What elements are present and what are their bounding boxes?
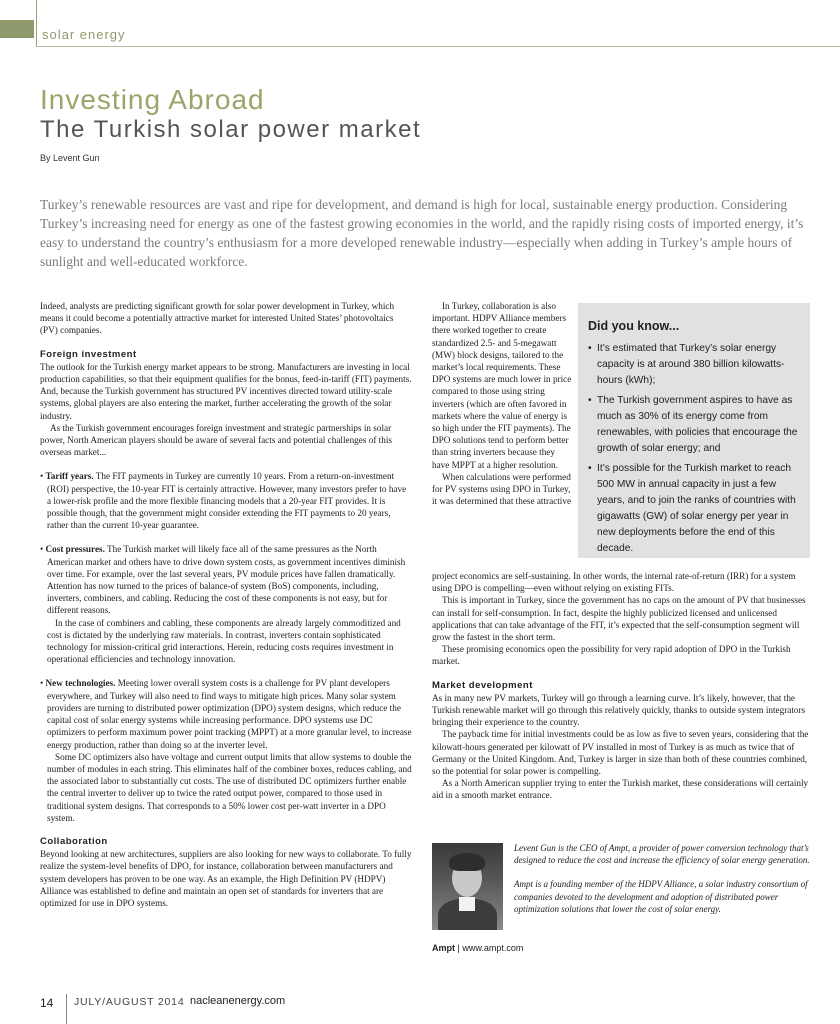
bullet-lead: Tariff years. <box>45 471 94 482</box>
company-name: Ampt <box>432 943 455 953</box>
section-color-tab <box>0 20 34 38</box>
right-column-wide <box>432 570 810 802</box>
bullet-lead: New technologies. <box>45 678 116 689</box>
company-url[interactable]: www.ampt.com <box>462 943 524 953</box>
header-horizontal-rule <box>36 46 840 47</box>
company-credit <box>432 943 523 953</box>
bullet-dot: • <box>588 463 592 474</box>
paragraph: This is important in Turkey, since the government has no caps on the amount of PV that businesses can install for self-consumption. In fact, despite the highly publicized licensed and unlicensed applications that can take advantage of the FIT, it’s expected that the self-consumption segment will grow the fastest in the short term. <box>432 595 806 643</box>
intro-paragraph: Turkey’s renewable resources are vast and ripe for development, and demand is high for local, sustainable energy production. Considering Turkey’s increasing need for energy as one of the fastest growing economies in the world, and the rapidly rising costs of imported energy, it’s easy to understand the country’s enthusiasm for a more developed renewable industry—especially when adding in Turkey’s ample hours of sunlight and well-educated workforce. <box>40 197 804 269</box>
paragraph: Indeed, analysts are predicting significant growth for solar power development in Turkey, which means it could become a potentially attractive market for interested United States’ photovoltaics (PV) companies. <box>40 301 395 336</box>
sidebar-item <box>588 393 802 457</box>
sidebar-list <box>588 341 802 561</box>
section-label: solar energy <box>42 27 126 42</box>
did-you-know-sidebar <box>578 303 810 558</box>
sidebar-title: Did you know... <box>588 319 680 333</box>
bullet-new-technologies <box>40 677 412 750</box>
paragraph: When calculations were performed for PV systems using DPO in Turkey, it was determined that these attractive <box>432 471 572 507</box>
bio-paragraph: Levent Gun is the CEO of Ampt, a provider of power conversion technology that’s designed to reduce the cost and increase the efficiency of solar energy generation. <box>514 843 810 866</box>
paragraph: Beyond looking at new architectures, suppliers are also looking for new ways to collaborate. To fully realize the system-level benefits of DPO, for instance, collaboration between manufacturers and system developers has proven to be one way. As an example, the High Definition PV (HDPV) Alliance was established to define and maintain an open set of standards for inverters that are optimized for use in DPO systems. <box>40 849 412 908</box>
paragraph: These promising economics open the possibility for very rapid adoption of DPO in the Turkish market. <box>432 644 791 667</box>
sidebar-item-text: It’s estimated that Turkey’s solar energy capacity is at around 380 billion kilowatts-hours (kWh); <box>597 343 785 386</box>
bullet-text: The Turkish market will likely face all of the same pressures as the North American market and others have to drive down system costs, as government incentives diminish over time. For example, over the last several years, PV module prices have fallen dramatically. Attention has now turned to the prices of balance-of system (BoS) components, including, inverters, combiners, and cabling. Reducing the cost of these components is not easy, but for different reasons. <box>47 544 406 616</box>
page-number: 14 <box>40 996 54 1010</box>
bullet-dot: • <box>40 678 44 689</box>
bullet-lead: Cost pressures. <box>45 544 105 555</box>
heading-collaboration: Collaboration <box>40 835 108 847</box>
paragraph: project economics are self-sustaining. In other words, the internal rate-of-return (IRR) for a system using DPO is compelling—even without relying on existing FITs. <box>432 571 796 594</box>
bullet-text: Meeting lower overall system costs is a challenge for PV plant developers everywhere, and Turkey will also need to find ways to mitigate high prices. Many solar system providers are turning to distributed power optimization (DPO) system designs, which reduce the capital cost of solar energy systems while increasing performance. DPO systems use DC optimizers to perform maximum power point tracking (MPPT) at a more granular level, to increase energy production, rather than doing so at the inverter level. <box>47 678 412 750</box>
byline: By Levent Gun <box>40 153 100 163</box>
article-subtitle: The Turkish solar power market <box>40 116 422 143</box>
bullet-dot: • <box>588 395 592 406</box>
author-photo <box>432 843 503 930</box>
paragraph: As the Turkish government encourages foreign investment and strategic partnerships in solar power, North American players should be aware of several facts and potential challenges of this overseas market... <box>40 422 392 458</box>
heading-market-development: Market development <box>432 679 533 691</box>
bullet-dot: • <box>40 471 44 482</box>
footer-divider <box>66 994 67 1024</box>
footer-site-link[interactable]: nacleanenergy.com <box>190 995 286 1007</box>
paragraph: As a North American supplier trying to enter the Turkish market, these considerations will certainly aid in a smooth market entrance. <box>432 778 809 801</box>
sidebar-item-text: It’s possible for the Turkish market to reach 500 MW in annual capacity in just a few years, and to join the ranks of countries with gigawatts (GW) of solar energy per year in new deployments before the end of this decade. <box>597 463 796 554</box>
sidebar-item-text: The Turkish government aspires to have as much as 30% of its energy come from renewables, with policies that encourage the growth of solar energy; and <box>597 395 798 454</box>
header-vertical-rule <box>36 0 37 46</box>
heading-foreign-investment: Foreign investment <box>40 348 137 360</box>
paragraph: In the case of combiners and cabling, these components are already largely commoditized and cost is dictated by the underlying raw materials. In contrast, inverters contain sophisticated technology for mission-critical grid interactions. Herein, reducing costs requires investment in operational efficiencies and technology innovation. <box>47 617 401 665</box>
left-column <box>40 300 412 909</box>
bullet-dot: • <box>588 343 592 354</box>
separator: | <box>457 943 460 953</box>
issue-date: JULY/AUGUST 2014 <box>74 996 185 1008</box>
article-title: Investing Abroad <box>40 84 265 115</box>
paragraph: The outlook for the Turkish energy market appears to be strong. Manufacturers are investing in local production capabilities, so that their equipment qualifies for the bonus, feed-in-tariff (FIT) payments. And, because the Turkish government has structured PV incentives directed toward utility-scale systems, global players are also entering the market, further accelerating the growth of the solar industry. <box>40 361 412 421</box>
photo-collar-shape <box>459 897 475 911</box>
bullet-tariff-years <box>40 470 412 531</box>
photo-hair-shape <box>449 853 485 871</box>
paragraph: In Turkey, collaboration is also important. HDPV Alliance members there worked together to create standardized 2.5- and 5-megawatt (MW) block designs, tailored to the market’s local requirements. These DPO systems are much lower in price compared to those using string inverters (which are often favored in markets where the value of energy is so high under the FIT payments). The DPO solutions tend to perform better than string inverters because they have MPPT at a higher resolution. <box>432 301 572 470</box>
bullet-text: The FIT payments in Turkey are currently 10 years. From a return-on-investment (ROI) perspective, the 10-year FIT is certainly attractive. However, many investors prefer to have a lower-risk profile and the more flexible financing models that a 20-year FIT provides. It is possible though, that the government might consider extending the FIT payments to 20 years, rather than the current 10-year guarantee. <box>47 471 407 531</box>
author-bio <box>514 842 814 915</box>
paragraph: As in many new PV markets, Turkey will go through a learning curve. It’s likely, however, that the Turkish renewable market will go through this relatively quickly, thanks to outside system integrators bringing their experience to the country. <box>432 692 806 728</box>
bullet-cost-pressures <box>40 543 412 616</box>
bio-paragraph: Ampt is a founding member of the HDPV Alliance, a solar industry consortium of companies devoted to the development and adoption of distributed power optimization solutions that lower the cost of solar energy. <box>514 879 808 914</box>
sidebar-item <box>588 341 802 389</box>
right-column-narrow <box>432 300 572 507</box>
paragraph: Some DC optimizers also have voltage and current output limits that allow systems to double the number of modules in each string. This eliminates half of the combiner boxes, reduces cabling, and the associated labor to substantially cut costs. The use of distributed DC optimizers further enable the central inverter to deliver up to twice the rated output power, compared to those used in traditional system designs. That corresponds to a 50% lower cost per-watt inverter in a DPO system. <box>47 751 412 823</box>
paragraph: The payback time for initial investments could be as low as five to seven years, considering that the kilowatt-hours generated per kilowatt of PV installed in most of Turkey is as much as twice that of Germany or the United Kingdom. And, Turkey is larger in size than both of these countries combined, so the potential for solar power is compelling. <box>432 729 809 777</box>
sidebar-item <box>588 461 802 557</box>
bullet-dot: • <box>40 544 44 555</box>
